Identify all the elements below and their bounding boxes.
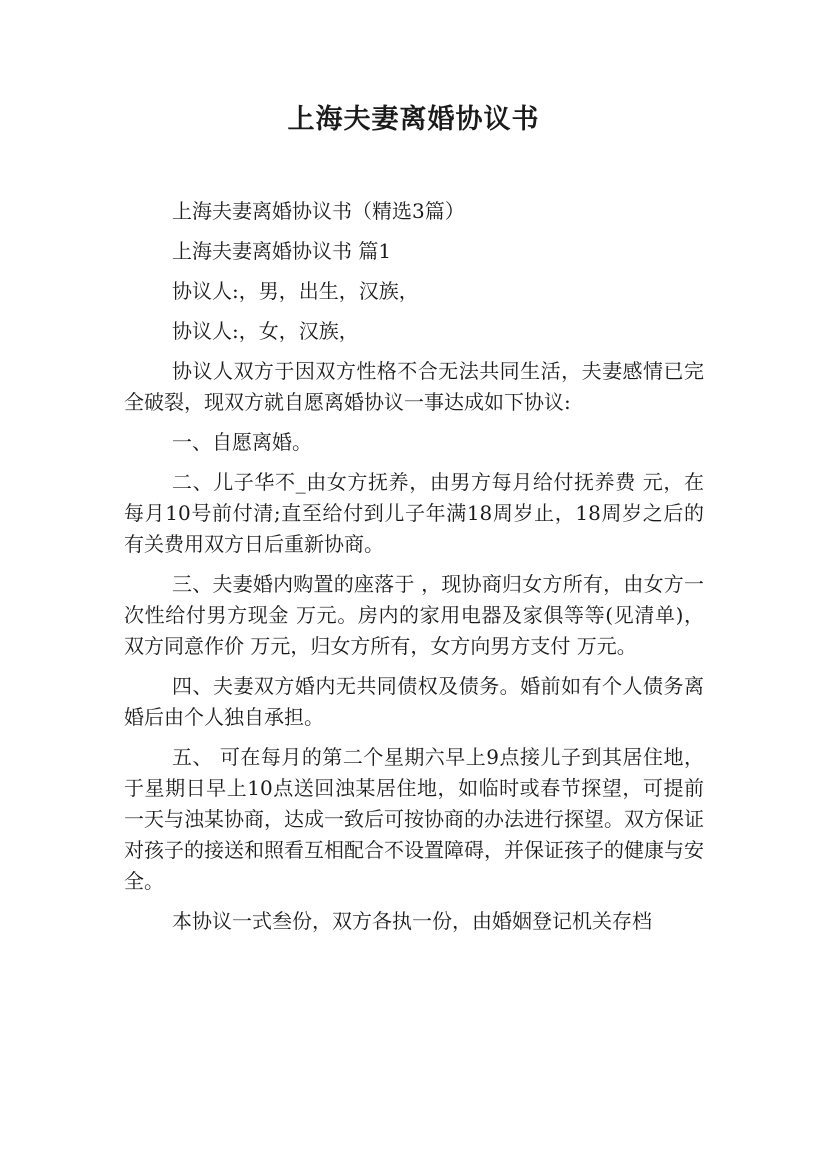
paragraph-section-heading: 上海夫妻离婚协议书 篇1: [172, 239, 392, 263]
paragraph-closing: 本协议一式叁份，双方各执一份，由婚姻登记机关存档: [172, 909, 652, 933]
paragraph-party-male: 协议人:，男，出生，汉族，: [172, 279, 419, 303]
clause-5: 五、 可在每月的第二个星期六早上9点接儿子到其居住地，于星期日早上10点送回浊某居住地，如临时或春节探望，可提前一天与浊某协商，达成一致后可按协商的办法进行探望。双方保证对孩子的接送和照看互相配合不设置障碍，并保证孩子的健康与安全。: [124, 745, 704, 893]
paragraph-subtitle: 上海夫妻离婚协议书（精选3篇）: [172, 199, 465, 223]
clause-4: 四、夫妻双方婚内无共同债权及债务。婚前如有个人债务离婚后由个人独自承担。: [124, 674, 704, 729]
clause-3: 三、夫妻婚内购置的座落于 ，现协商归女方所有，由女方一次性给付男方现金 万元。房内的家用电器及家俱等等(见清单)，双方同意作价 万元，归女方所有，女方向男方支付 万元。: [124, 572, 704, 658]
clause-2: 二、儿子华不_由女方抚养，由男方每月给付抚养费 元，在每月10号前付清;直至给付到儿子年满18周岁止，18周岁之后的有关费用双方日后重新协商。: [124, 470, 704, 556]
document-body: [124, 196, 704, 937]
paragraph-party-female: 协议人:，女，汉族，: [172, 319, 359, 343]
document-title: 上海夫妻离婚协议书: [287, 104, 540, 135]
clause-1: 一、自愿离婚。: [172, 430, 312, 454]
paragraph-preamble: 协议人双方于因双方性格不合无法共同生活，夫妻感情已完全破裂，现双方就自愿离婚协议一事达成如下协议:: [124, 359, 704, 414]
